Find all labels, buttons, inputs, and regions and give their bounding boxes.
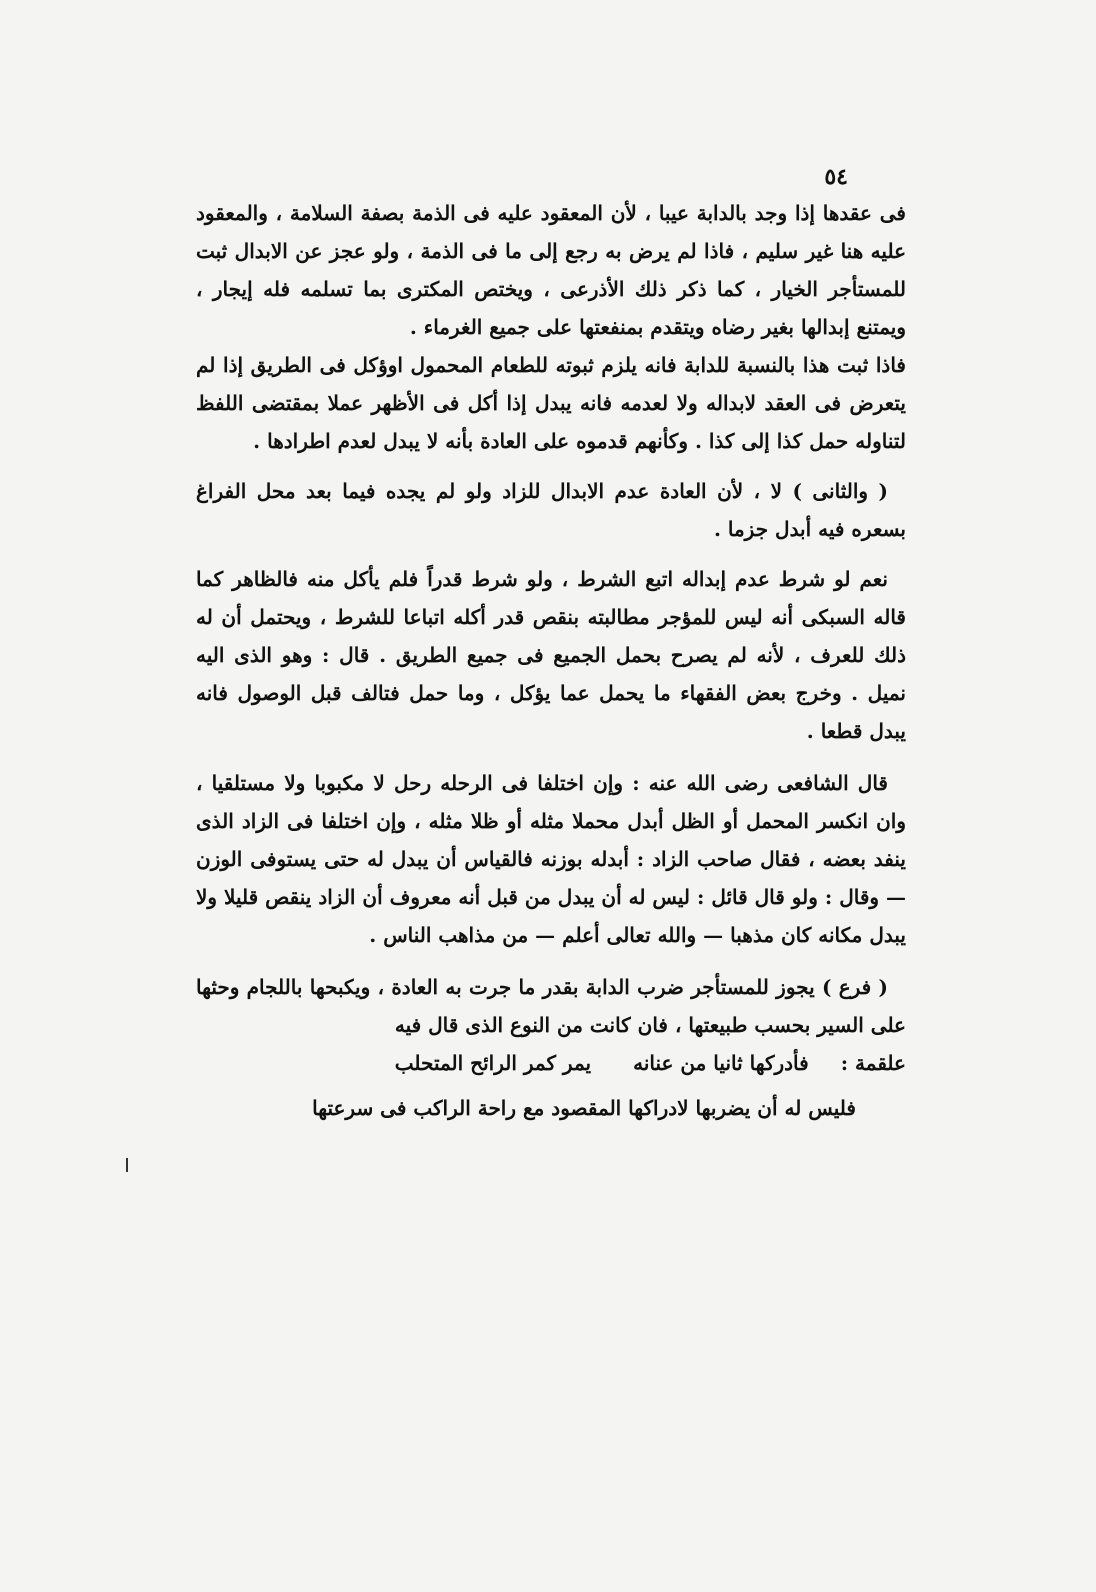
paragraph-4: نعم لو شرط عدم إبداله اتبع الشرط ، ولو شرط قدراً فلم يأكل منه فالظاهر كما قاله السبكى أنه ليس للمؤجر مطالبته بنقص قدر أكله اتباعا للشرط ، ويحتمل أن له ذلك للعرف ، لأنه لم يصرح بحمل الجميع فى جميع الطريق . قال : وهو الذى اليه نميل . وخرج بعض الفقهاء ما يحمل عما يؤكل ، وما حمل فتالف قبل الوصول فانه يبدل قطعا . (196, 567, 906, 743)
verse-first-hemistich: فأدركها ثانيا من عنانه (633, 1051, 809, 1075)
paragraph-3: ( والثانى ) لا ، لأن العادة عدم الابدال للزاد ولو لم يجده فيما بعد محل الفراغ بسعره فيه أبدل جزما . (196, 479, 906, 541)
page-number: ٥٤ (824, 164, 848, 190)
paragraph-5: قال الشافعى رضى الله عنه : وإن اختلفا فى الرحله رحل لا مكبوبا ولا مستلقيا ، وان انكسر المحمل أو الظل أبدل محملا مثله أو ظلا مثله ، وإن اختلفا فى الزاد الذى ينفد بعضه ، فقال صاحب الزاد : أبدله بوزنه فالقياس أن يبدل له حتى يستوفى الوزن — وقال : ولو قال قائل : ليس له أن يبدل من قبل أنه معروف أن الزاد ينقص قليلا ولا يبدل مكانه كان مذهبا — والله تعالى أعلم — من مذاهب الناس . (196, 771, 906, 947)
paragraph-6: ( فرع ) يجوز للمستأجر ضرب الدابة بقدر ما جرت به العادة ، ويكبحها باللجام وحثها على السير بحسب طبيعتها ، فان كانت من النوع الذى قال فيه (196, 975, 906, 1037)
verse-line (196, 1044, 906, 1082)
paragraph-2: فاذا ثبت هذا بالنسبة للدابة فانه يلزم ثبوته للطعام المحمول اوؤكل فى الطريق إذا لم يتعرض فى العقد لابداله ولا لعدمه فانه يبدل إذا أكل فى الأظهر عملا بمقتضى اللفظ لتناوله حمل كذا إلى كذا . وكأنهم قدموه على العادة بأنه لا يبدل لعدم اطرادها . (196, 353, 906, 453)
closing-line: فليس له أن يضربها لادراكها المقصود مع راحة الراكب فى سرعتها (312, 1096, 856, 1120)
verse-attribution: علقمة : (840, 1051, 906, 1075)
page-body (196, 194, 906, 1130)
scan-artifact-mark (126, 1158, 128, 1172)
verse-second-hemistich: يمر كمر الرائح المتحلب (394, 1051, 592, 1075)
paragraph-1: فى عقدها إذا وجد بالدابة عيبا ، لأن المعقود عليه فى الذمة بصفة السلامة ، والمعقود عليه هنا غير سليم ، فاذا لم يرض به رجع إلى ما فى الذمة ، ولو عجز عن الابدال ثبت للمستأجر الخيار ، كما ذكر ذلك الأذرعى ، ويختص المكترى بما تسلمه فله إيجار ، ويمتنع إبدالها بغير رضاه ويتقدم بمنفعتها على جميع الغرماء . (196, 201, 906, 339)
